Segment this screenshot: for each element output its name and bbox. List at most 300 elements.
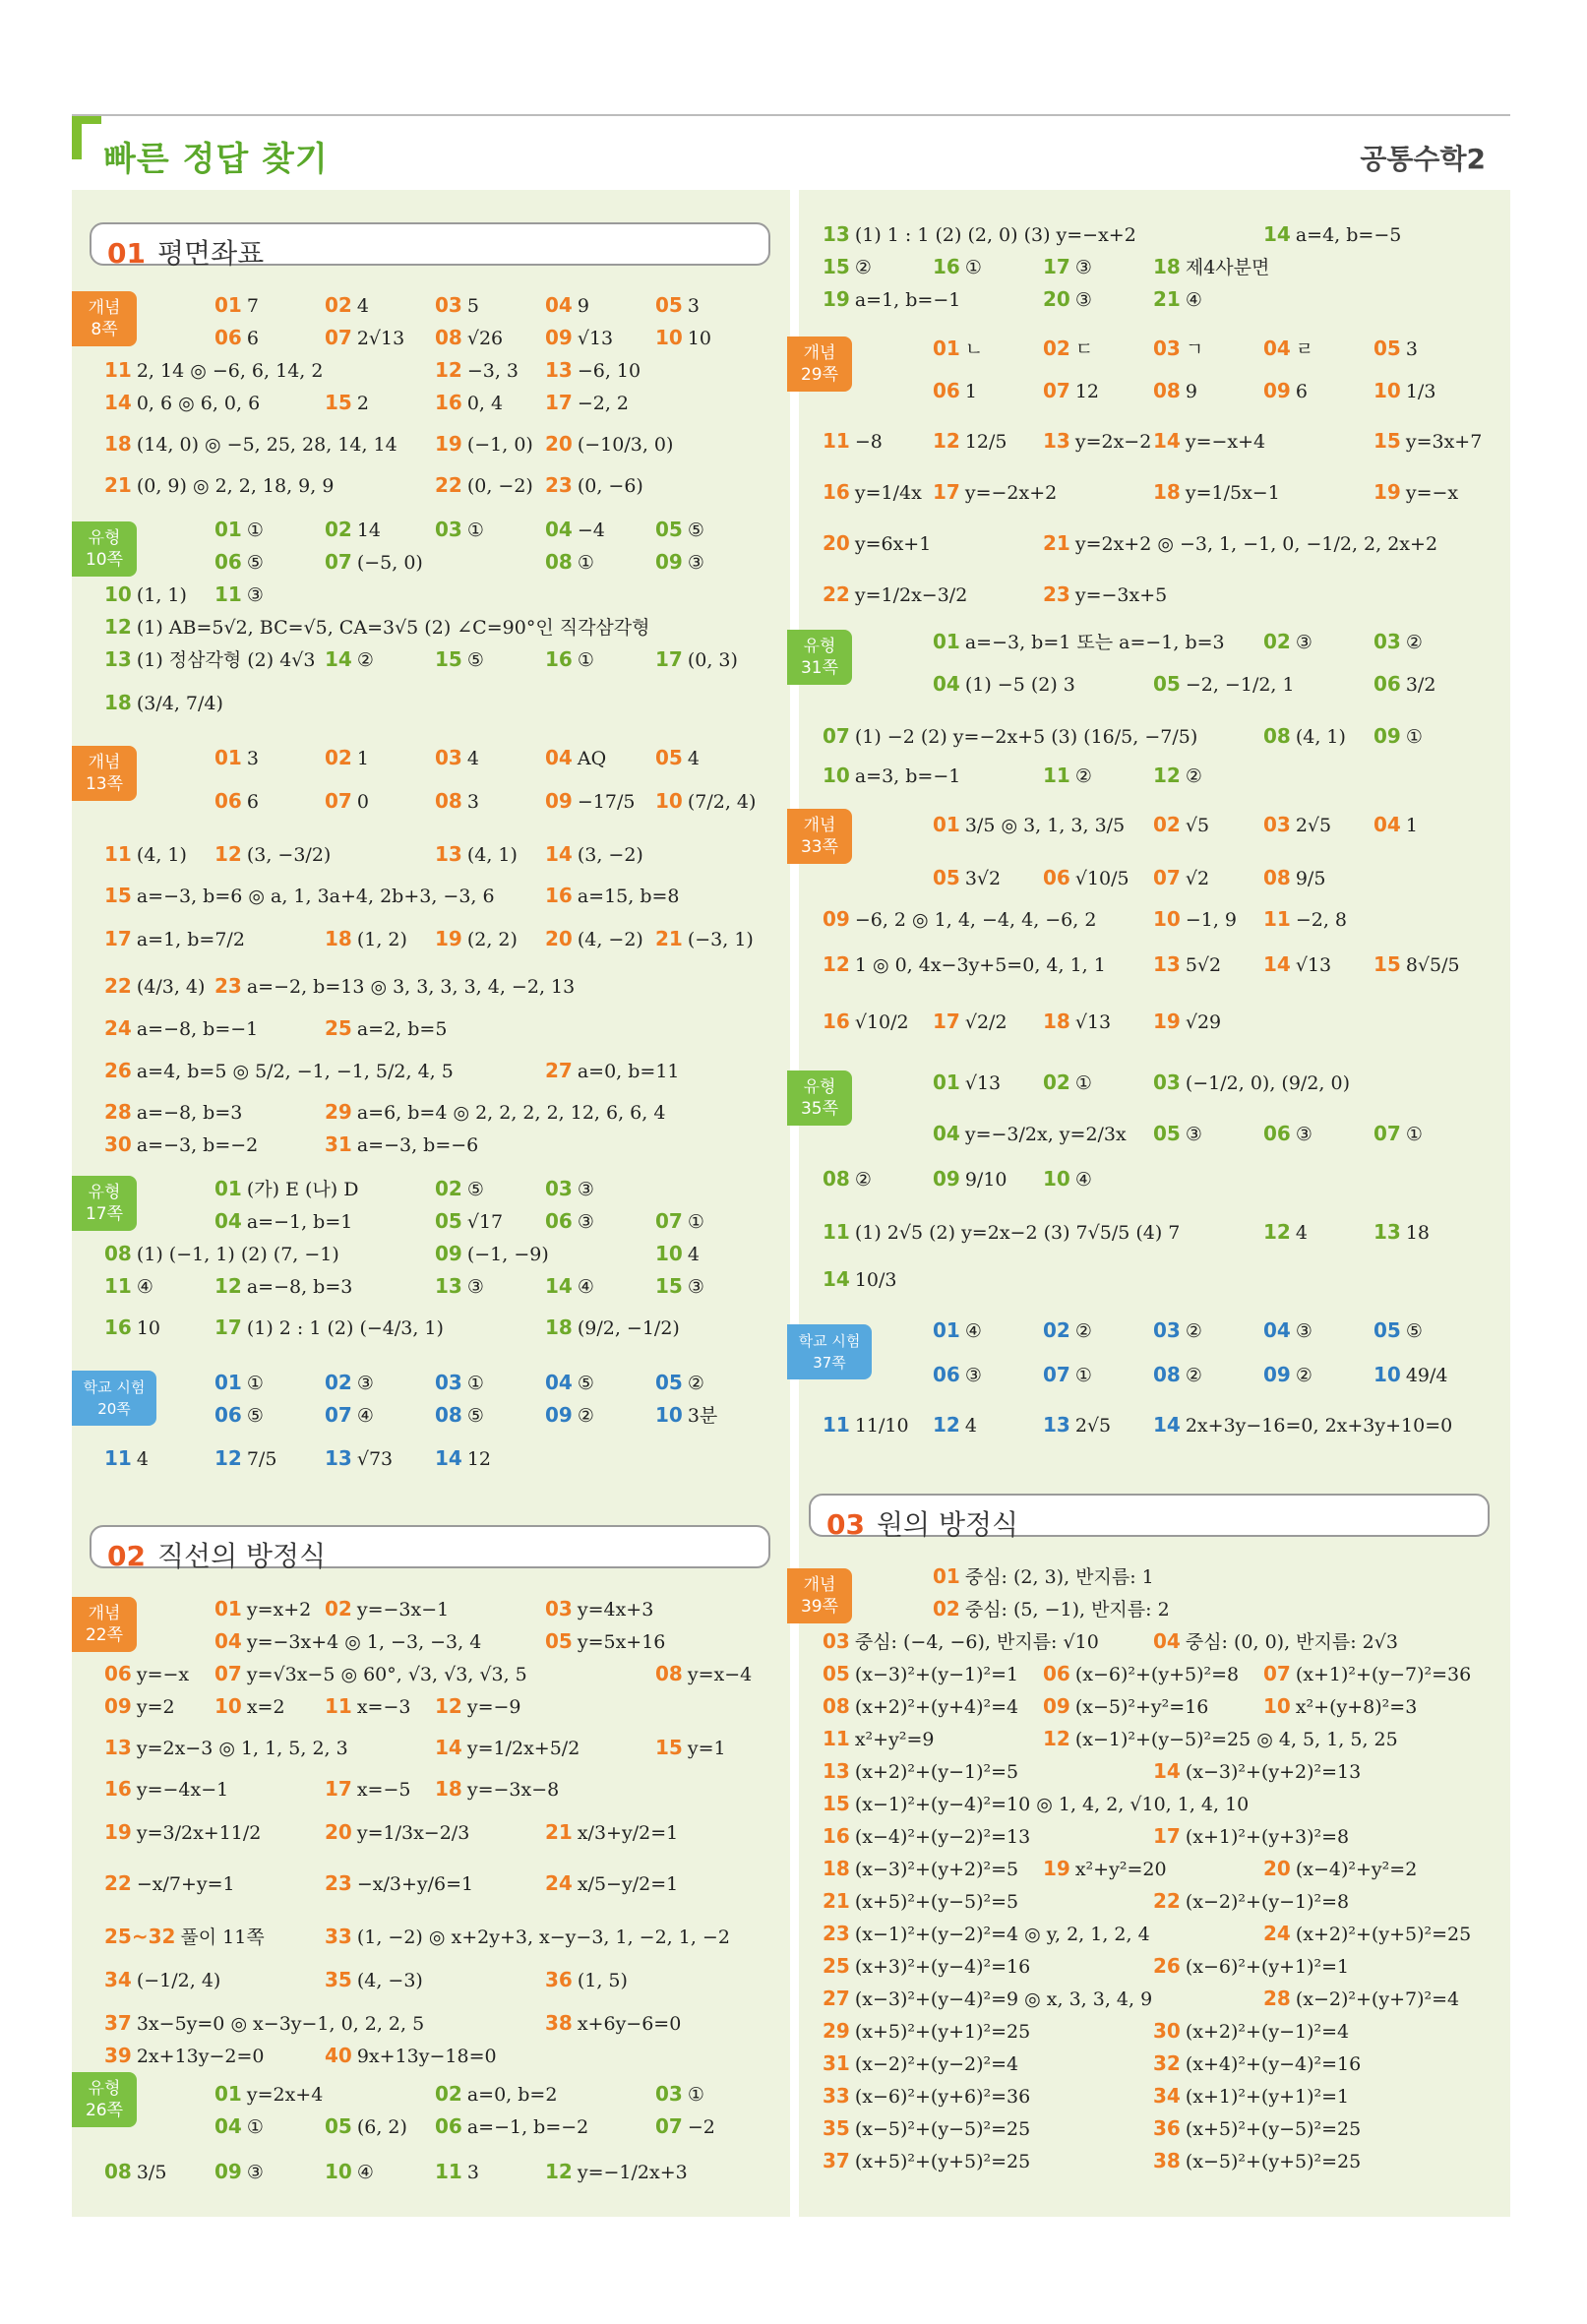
problem-number: 04 [1373, 813, 1401, 836]
answer-item [1153, 1122, 1202, 1147]
answer-item [545, 1871, 678, 1897]
problem-number: 09 [435, 1242, 462, 1265]
problem-number: 15 [655, 1274, 683, 1298]
problem-number: 02 [325, 518, 352, 541]
answer-text: (x−3)²+(y−4)²=9 ◎ x, 3, 3, 4, 9 [854, 1988, 1153, 2010]
answer-item [823, 1954, 1030, 1980]
answer-item [1153, 866, 1209, 891]
problem-number: 02 [435, 2082, 462, 2106]
answer-item [933, 813, 1125, 838]
answer-text: ③ [1185, 1124, 1202, 1145]
answer-item [1373, 1318, 1423, 1344]
answer-text: (−1, 0) [466, 434, 533, 456]
answer-item [823, 1922, 1150, 1947]
answer-item [823, 1167, 872, 1193]
answer-text: (x+2)²+(y−1)²=4 [1185, 2021, 1350, 2043]
answer-text: 14 [356, 520, 382, 541]
answer-text: ② [1185, 765, 1202, 787]
answer-text: (x−4)²+(y−2)²=13 [854, 1826, 1031, 1848]
problem-number: 09 [823, 907, 850, 931]
answer-item [545, 1059, 680, 1084]
answer-text: a=0, b=2 [466, 2084, 558, 2106]
answer-text: ⑤ [577, 1373, 594, 1394]
problem-number: 05 [655, 293, 683, 317]
answer-text: (x−3)²+(y+2)²=5 [854, 1859, 1019, 1880]
answer-item [325, 1968, 423, 1993]
answer-text: 3/5 [136, 2162, 167, 2183]
answer-item [823, 1824, 1030, 1850]
answer-item [104, 647, 316, 673]
answer-item [214, 1274, 352, 1300]
page-header [72, 114, 1510, 185]
answer-item [1263, 1987, 1459, 2012]
problem-number: 11 [1043, 764, 1070, 787]
problem-number: 03 [1263, 813, 1291, 836]
problem-number: 22 [104, 974, 132, 998]
answer-item [1043, 429, 1151, 455]
answer-text: 12 [466, 1448, 492, 1470]
answer-text: 12 [1074, 381, 1100, 402]
section-heading [90, 1525, 770, 1572]
problem-number: 22 [1153, 1889, 1181, 1913]
answer-item [214, 582, 264, 608]
problem-number: 10 [1153, 907, 1181, 931]
problem-number: 07 [1153, 866, 1181, 889]
problem-number: 01 [214, 1177, 242, 1200]
answer-text: 7 [246, 295, 259, 317]
answer-item [545, 473, 643, 499]
tab-page: 31쪽 [800, 658, 839, 678]
answer-text: −2, 8 [1295, 909, 1348, 931]
problem-number: 13 [545, 358, 573, 382]
problem-number: 35 [325, 1968, 352, 1991]
answer-text: ② [1295, 1365, 1312, 1386]
answer-text: ㄷ [1074, 338, 1094, 360]
answer-text: (x−5)²+(y−5)²=25 [854, 2118, 1031, 2140]
answer-item [1043, 287, 1092, 313]
problem-number: 16 [823, 480, 850, 504]
answer-item [823, 2019, 1030, 2045]
problem-number: 08 [435, 1403, 462, 1427]
answer-item [655, 789, 756, 815]
header-accent-tick [72, 116, 101, 124]
problem-number: 04 [545, 1371, 573, 1394]
problem-number: 03 [823, 1629, 850, 1653]
page-ref-tab [72, 1597, 137, 1652]
answer-text: ③ [356, 1373, 374, 1394]
answer-item [823, 429, 883, 455]
problem-number: 02 [435, 1177, 462, 1200]
answer-text: (x−6)²+(y+6)²=36 [854, 2086, 1031, 2108]
answer-text: 4 [136, 1448, 149, 1470]
answer-text: (4/3, 4) [136, 976, 206, 998]
answer-item [823, 907, 1096, 933]
problem-number: 01 [933, 630, 960, 653]
answer-item [435, 647, 484, 673]
problem-number: 06 [1043, 1662, 1070, 1685]
answer-text: a=2, b=5 [356, 1018, 448, 1040]
answer-text: (4, −2) [577, 929, 643, 950]
tab-page: 37쪽 [813, 1354, 846, 1372]
answer-text: ② [1185, 1365, 1202, 1386]
problem-number: 06 [933, 379, 960, 402]
answer-item [823, 1889, 1018, 1915]
answer-text: ㄹ [1295, 338, 1314, 360]
tab-page: 13쪽 [85, 774, 124, 794]
answer-item [823, 764, 960, 789]
answer-item [104, 1242, 339, 1267]
answer-item [214, 550, 264, 576]
answer-item [104, 974, 205, 1000]
problem-number: 07 [325, 550, 352, 574]
answer-text: √29 [1185, 1011, 1222, 1033]
answer-item [104, 1100, 242, 1126]
answer-item [435, 432, 533, 458]
problem-number: 01 [214, 746, 242, 769]
tab-type: 개념 [803, 1575, 836, 1595]
problem-number: 11 [823, 429, 850, 453]
answer-text: (x+4)²+(y−4)²=16 [1185, 2053, 1362, 2075]
answer-text: (4, 1) [466, 844, 518, 866]
answer-text: a=−3, b=6 ◎ a, 1, 3a+4, 2b+3, −3, 6 [136, 886, 495, 907]
answer-item [1263, 952, 1331, 978]
problem-number: 12 [933, 429, 960, 453]
problem-number: 02 [1263, 630, 1291, 653]
answer-text: (1) AB=5√2, BC=√5, CA=3√5 (2) ∠C=90°인 직각삼각형 [136, 617, 650, 639]
problem-number: 36 [545, 1968, 573, 1991]
answer-item [933, 1167, 1007, 1193]
problem-number: 12 [435, 358, 462, 382]
problem-number: 05 [655, 518, 683, 541]
problem-number: 18 [1153, 255, 1181, 278]
answer-item [1043, 1167, 1092, 1193]
answer-text: (x+1)²+(y+3)²=8 [1185, 1826, 1350, 1848]
problem-number: 08 [1153, 379, 1181, 402]
answer-text: ① [1074, 1072, 1092, 1094]
problem-number: 08 [823, 1167, 850, 1191]
answer-item [104, 1132, 258, 1158]
problem-number: 05 [655, 746, 683, 769]
answer-text: ③ [687, 552, 704, 574]
answer-item [823, 1987, 1152, 2012]
answer-text: 0 [356, 791, 369, 813]
answer-item [435, 1777, 559, 1803]
answer-text: 3x−5y=0 ◎ x−3y−1, 0, 2, 2, 5 [136, 2013, 425, 2035]
answer-item [325, 550, 423, 576]
problem-number: 14 [435, 1736, 462, 1759]
answer-item [104, 1820, 261, 1846]
answer-item [104, 1777, 228, 1803]
problem-number: 22 [823, 582, 850, 606]
answer-text: (x+3)²+(y−4)²=16 [854, 1956, 1031, 1978]
answer-item [1263, 222, 1401, 248]
problem-number: 18 [435, 1777, 462, 1801]
answer-text: y=1/3x−2/3 [356, 1822, 470, 1844]
problem-number: 03 [435, 293, 462, 317]
problem-number: 08 [104, 1242, 132, 1265]
answer-item [104, 842, 187, 868]
problem-number: 09 [1043, 1694, 1070, 1718]
answer-item [325, 746, 369, 771]
answer-text: 5 [466, 295, 479, 317]
answer-text: y=−4x−1 [136, 1779, 229, 1801]
answer-item [325, 2114, 407, 2140]
problem-number: 04 [214, 1629, 242, 1653]
answer-item [1153, 336, 1203, 362]
answer-item [104, 691, 223, 716]
answer-text: √26 [466, 328, 504, 349]
answer-item [1153, 1070, 1350, 1096]
answer-item [933, 379, 977, 404]
answer-text: y=6x+1 [854, 533, 932, 555]
problem-number: 15 [1373, 429, 1401, 453]
answer-text: (1) 1 : 1 (2) (2, 0) (3) y=−x+2 [854, 224, 1136, 246]
answer-item [1263, 1662, 1471, 1687]
answer-item [1373, 480, 1458, 506]
answer-text: y=−2x+2 [964, 482, 1058, 504]
answer-text: ① [577, 649, 594, 671]
answer-text: (−3, 1) [687, 929, 754, 950]
answer-text: √5 [1185, 815, 1210, 836]
tab-type: 학교 시험 [83, 1378, 146, 1396]
answer-item [1153, 2019, 1349, 2045]
problem-number: 10 [325, 2160, 352, 2183]
answer-text: ① [246, 520, 264, 541]
problem-number: 04 [1153, 1629, 1181, 1653]
problem-number: 23 [1043, 582, 1070, 606]
answer-item [104, 1736, 348, 1761]
problem-number: 03 [435, 518, 462, 541]
answer-text: (7/2, 4) [687, 791, 757, 813]
problem-number: 19 [1043, 1857, 1070, 1880]
problem-number: 02 [325, 1371, 352, 1394]
problem-number: 06 [545, 1209, 573, 1233]
answer-text: 1 [1405, 815, 1418, 836]
answer-text: y=2x+4 [246, 2084, 324, 2106]
answer-item [933, 1363, 982, 1388]
answer-item [823, 1792, 1249, 1817]
answer-text: (1, 5) [577, 1970, 628, 1991]
answer-text: ② [854, 257, 872, 278]
problem-number: 18 [823, 1857, 850, 1880]
answer-text: 49/4 [1405, 1365, 1448, 1386]
answer-text: ⑤ [466, 649, 484, 671]
problem-number: 25~32 [104, 1925, 176, 1948]
problem-number: 06 [104, 1662, 132, 1685]
answer-text: (x+5)²+(y−5)²=5 [854, 1891, 1019, 1913]
answer-item [104, 1274, 153, 1300]
section-title: 직선의 방정식 [156, 1540, 327, 1572]
answer-text: ④ [964, 1320, 982, 1342]
problem-number: 16 [104, 1315, 132, 1339]
problem-number: 05 [435, 1209, 462, 1233]
problem-number: 14 [1263, 222, 1291, 246]
answer-text: a=15, b=8 [577, 886, 680, 907]
answer-item [325, 1016, 447, 1042]
problem-number: 10 [1043, 1167, 1070, 1191]
answer-text: 6 [246, 791, 259, 813]
problem-number: 13 [435, 842, 462, 866]
problem-number: 01 [214, 1371, 242, 1394]
answer-text: −17/5 [577, 791, 636, 813]
answer-text: a=−8, b=3 [246, 1276, 353, 1298]
page-ref-tab [72, 521, 137, 577]
answer-text: (3, −3/2) [246, 844, 332, 866]
problem-number: 03 [435, 746, 462, 769]
problem-number: 14 [545, 1274, 573, 1298]
answer-item [933, 1070, 1001, 1096]
answer-text: a=6, b=4 ◎ 2, 2, 2, 2, 12, 6, 6, 4 [356, 1102, 666, 1124]
problem-number: 14 [435, 1446, 462, 1470]
answer-text: 4 [687, 1244, 700, 1265]
answer-item [1153, 255, 1269, 280]
page-ref-tab [787, 1070, 852, 1126]
answer-item [325, 927, 407, 952]
problem-number: 34 [1153, 2084, 1181, 2108]
answer-item [1043, 1857, 1167, 1882]
answer-item [1153, 1954, 1349, 1980]
answer-item [325, 1446, 393, 1472]
answer-text: ③ [577, 1211, 594, 1233]
problem-number: 05 [545, 1629, 573, 1653]
answer-item [655, 1274, 704, 1300]
page-ref-tab [72, 291, 137, 346]
answer-item [1153, 379, 1197, 404]
problem-number: 12 [214, 1274, 242, 1298]
tab-page: 33쪽 [800, 837, 839, 857]
page-ref-tab [72, 746, 137, 801]
answer-item [1043, 255, 1092, 280]
answer-item [435, 2114, 588, 2140]
answer-item [823, 2149, 1030, 2174]
answer-text: (x−6)²+(y+5)²=8 [1074, 1664, 1240, 1685]
page-ref-tab [787, 630, 852, 685]
answer-item [1153, 1759, 1361, 1785]
problem-number: 07 [655, 2114, 683, 2138]
answer-item [933, 1318, 982, 1344]
problem-number: 04 [545, 746, 573, 769]
tab-type: 개념 [88, 1604, 121, 1623]
answer-item [1043, 866, 1129, 891]
answer-item [104, 1694, 175, 1720]
page-title: 빠른 정답 찾기 [103, 140, 329, 179]
tab-page: 17쪽 [85, 1204, 124, 1224]
problem-number: 05 [823, 1662, 850, 1685]
answer-text: 2 [356, 393, 369, 414]
answer-text: (x−1)²+(y−2)²=4 ◎ y, 2, 1, 2, 4 [854, 1924, 1150, 1945]
problem-number: 09 [545, 326, 573, 349]
problem-number: 01 [933, 1564, 960, 1588]
problem-number: 18 [545, 1315, 573, 1339]
answer-text: −1, 9 [1185, 909, 1238, 931]
answer-item [435, 746, 479, 771]
answer-item [823, 2051, 1018, 2077]
problem-number: 08 [435, 326, 462, 349]
answer-text: y=−3x−8 [466, 1779, 560, 1801]
answer-item [435, 293, 479, 319]
answer-text: ① [964, 257, 982, 278]
answer-item [104, 1446, 149, 1472]
answer-text: (1) −2 (2) y=−2x+5 (3) (16/5, −7/5) [854, 726, 1198, 748]
problem-number: 07 [823, 724, 850, 748]
answer-text: ③ [1295, 1320, 1312, 1342]
answer-item [1263, 1922, 1471, 1947]
answer-text: a=−1, b=1 [246, 1211, 353, 1233]
problem-number: 11 [823, 1220, 850, 1244]
answer-text: (x+5)²+(y−5)²=25 [1185, 2118, 1362, 2140]
problem-number: 17 [655, 647, 683, 671]
problem-number: 05 [933, 866, 960, 889]
answer-item [435, 1274, 484, 1300]
tab-page: 29쪽 [800, 365, 839, 385]
problem-number: 09 [545, 789, 573, 813]
problem-number: 13 [823, 1759, 850, 1783]
problem-number: 06 [214, 326, 242, 349]
problem-number: 04 [1263, 336, 1291, 360]
problem-number: 05 [1153, 1122, 1181, 1145]
answer-item [545, 550, 594, 576]
answer-text: ① [246, 2116, 264, 2138]
answer-text: ④ [577, 1276, 594, 1298]
answer-item [325, 789, 369, 815]
answer-text: 3√2 [964, 868, 1002, 889]
answer-item [1153, 2051, 1361, 2077]
answer-text: 4 [356, 295, 369, 317]
problem-number: 13 [104, 647, 132, 671]
problem-number: 11 [104, 1446, 132, 1470]
answer-item [1263, 866, 1325, 891]
answer-text: (−10/3, 0) [577, 434, 674, 456]
tab-type: 개념 [88, 753, 121, 772]
problem-number: 20 [1263, 1857, 1291, 1880]
answer-text: y=5x+16 [577, 1631, 666, 1653]
section-title: 평면좌표 [156, 237, 265, 270]
answer-item [1153, 952, 1221, 978]
problem-number: 11 [823, 1413, 850, 1437]
answer-item [214, 974, 575, 1000]
answer-item [545, 518, 605, 543]
problem-number: 01 [933, 813, 960, 836]
answer-item [1043, 1363, 1092, 1388]
answer-item [325, 2044, 497, 2069]
answer-text: a=−2, b=13 ◎ 3, 3, 3, 3, 4, −2, 13 [246, 976, 576, 998]
problem-number: 19 [435, 432, 462, 456]
tab-type: 개념 [803, 816, 836, 835]
answer-item [435, 518, 484, 543]
answer-text: y=√3x−5 ◎ 60°, √3, √3, √3, 5 [246, 1664, 527, 1685]
answer-item [435, 391, 503, 416]
problem-number: 12 [435, 1694, 462, 1718]
answer-item [214, 326, 259, 351]
problem-number: 24 [1263, 1922, 1291, 1945]
answer-item [545, 1315, 680, 1341]
problem-number: 04 [933, 1122, 960, 1145]
problem-number: 08 [1263, 866, 1291, 889]
answer-text: 9 [577, 295, 589, 317]
answer-text: (1, −2) ◎ x+2y+3, x−y−3, 1, −2, 1, −2 [356, 1926, 730, 1948]
answer-text: a=4, b=−5 [1295, 224, 1402, 246]
answer-text: ③ [1295, 1124, 1312, 1145]
problem-number: 20 [823, 531, 850, 555]
answer-item [655, 2082, 704, 2108]
answer-text: 2√5 [1295, 815, 1332, 836]
answer-item [1263, 379, 1308, 404]
answer-item [214, 1446, 276, 1472]
answer-item [325, 1132, 478, 1158]
answer-item [104, 2011, 424, 2037]
answer-text: (0, 9) ◎ 2, 2, 18, 9, 9 [136, 475, 335, 497]
answer-item [104, 358, 323, 384]
